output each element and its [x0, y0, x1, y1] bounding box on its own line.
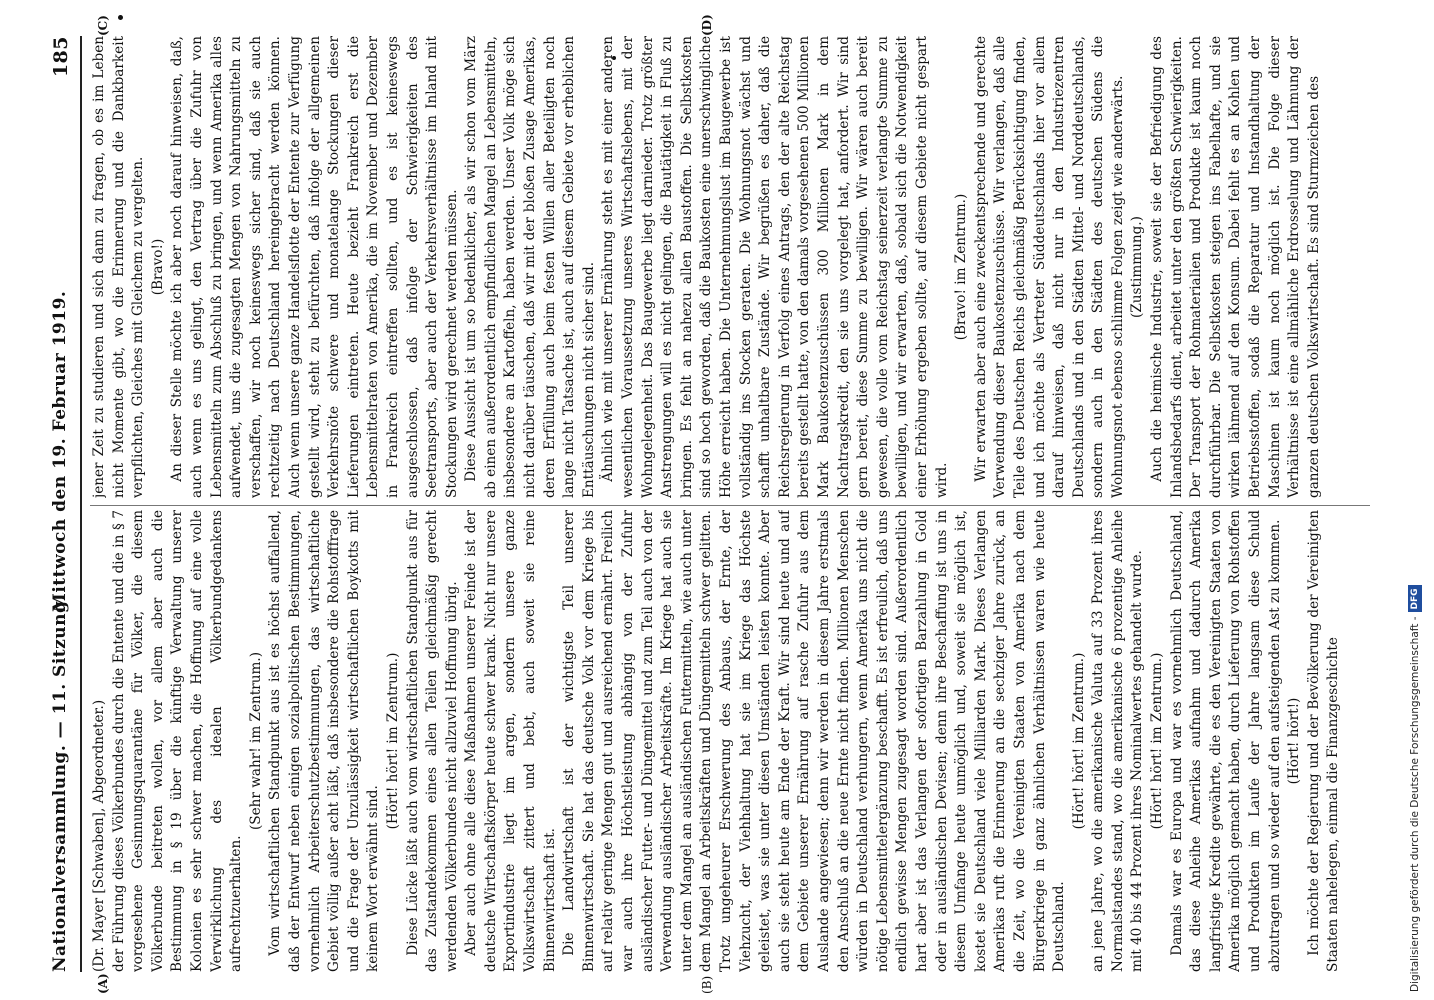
paragraph: Damals war es Europa und war es vornehmlich Deutschland, das diese Anleihe Amerikas aufnahm und dadurch Amerika langfristige Kredite gewährte, die es den Vereinigten Staaten von Amerika möglich gemacht haben, durch Lieferung von Rohstoffen und Produkten im Laufe der Jahre langsam diese Schuld abzutragen und so wieder auf den aufsteigenden Ast zu kommen. — [1168, 510, 1283, 972]
paragraph: Auch die heimische Industrie, soweit sie der Befriedigung des Inlandsbedarfs dient, arbeitet unter den größten Schwierigkeiten. Der Transport der Rohmaterialien und Produkte ist kaum noch durchführbar. Die Selbstkosten steigen ins Fabelhafte, und sie wirken lähmend auf den Konsum. Dabei fehlt es an Kohlen und Betriebsstoffen, sodaß die Reparatur und Instandhaltung der Maschinen ist kaum noch möglich ist. Die Folge dieser Verhältnisse ist eine allmähliche Erdrosselung und Lähmung der ganzen deutschen Volkswirtschaft. Es sind Sturmzeichen des — [1149, 36, 1322, 498]
paragraph: Wir erwarten aber auch eine zweckentsprechende und gerechte Verwendung dieser Baukostenzuschüsse. Wir verlangen, daß alle Teile des Deutschen Reichs gleichmäßig Berücksichtigung finden, und ich möchte als Vertreter Süddeutschlands hier vor allem darauf hinweisen, daß nicht nur in den Industriezentren Deutschlands und in den Städten Mittel- und Norddeutschlands, sondern auch in den Städten des deutschen Südens die Wohnungsnot ebenso schlimme Folgen zeigt wie anderwärts. — [972, 36, 1126, 498]
interjection: (Hört! hört! im Zentrum.) — [1070, 652, 1087, 830]
margin-mark-d: (D) — [700, 14, 714, 36]
paragraph: der Führung dieses Völkerbundes durch die Entente und die in § 7 vorgesehene Gesinnungsquarantäne für Völker, die diesem Völkerbunde beitreten wollen, vor allem aber auch die Bestimmung in § 19 über die künftige Verwaltung unserer Kolonien es sehr schwer machen, die Hoffnung auf eine volle Verwirklichung des idealen Völkerbundgedankens aufrechtzuerhalten. — [110, 510, 245, 972]
header-rule — [80, 36, 82, 972]
page-number: 185 — [50, 36, 72, 78]
margin-mark-b: (B) — [700, 975, 714, 994]
header-assembly-title: Nationalversammlung. — 11. Sitzung. — [50, 594, 70, 972]
paragraph: Diese Aussicht ist um so bedenklicher, als wir schon vom März ab einen außerordentlich empfindlichen Mangel an Lebensmitteln, insbesondere an Kartoffeln, haben werden. Unser Volk möge sich nicht darüber täuschen, daß wir mit der bloßen Zusage Amerikas, deren Erfüllung auch beim festen Willen aller Beteiligten noch lange nicht Tatsache ist, auch auf diesem Gebiete vor erheblichen Enttäuschungen nicht sicher sind. — [463, 36, 597, 498]
interjection: (Bravo!) — [149, 238, 166, 296]
speck-mark — [118, 15, 123, 20]
interjection: (Zustimmung.) — [1129, 216, 1146, 318]
left-column — [90, 510, 1370, 972]
running-head — [50, 36, 80, 972]
paragraph: Diese Lücke läßt auch vom wirtschaftlichen Standpunkt aus für das Zustandekommen eines allen Teilen gleichmäßig gerecht werdenden Völkerbundes nicht allzuviel Hoffnung übrig. — [404, 510, 460, 972]
paragraph: an jene Jahre, wo die amerikanische Valuta auf 33 Prozent ihres Normalstandes stand, wo die amerikanische 6 prozentige Anleihe mit 40 bis 44 Prozent ihres Nominalwertes gehandelt wurde. — [1090, 510, 1146, 972]
interjection: (Bravo! im Zentrum.) — [953, 193, 970, 341]
interjection: (Hört! hört! im Zentrum.) — [384, 652, 401, 830]
column-divider — [90, 505, 1370, 506]
interjection: (Hört! hört! im Zentrum.) — [1149, 652, 1166, 830]
paragraph: Die Landwirtschaft ist der wichtigste Teil unserer Binnenwirtschaft. Sie hat das deutsche Volk vor dem Kriege bis auf relativ geringe Mengen gut und ausreichend ernährt. Freilich war auch ihre Höchstleistung abhängig von der Zufuhr ausländischer Futter- und Düngemittel und zum Teil auch von der Verwendung ausländischer Arbeitskräfte. Im Kriege hat auch sie unter dem Mangel an ausländischen Futtermitteln, wie auch unter dem Mangel an Arbeitskräften und Düngemitteln schwer gelitten. Trotz ungeheurer Erschwerung des Anbaus, der Ernte, der Viehzucht, der Viehhaltung hat sie im Kriege das Höchste geleistet, was sie unter diesen Umständen leisten konnte. Aber auch sie steht heute am Ende der Kraft. Wir sind heute und auf dem Gebiete unserer Ernährung auf rasche Zufuhr aus dem Auslande angewiesen; denn wir werden in diesem Jahre erstmals den Anschluß an die neue Ernte nicht finden. Millionen Menschen würden in Deutschland verhungern, wenn Amerika uns nicht die nötige Lebensmittelergänzung beschafft. Es ist erfreulich, daß uns endlich gewisse Mengen zugesagt worden sind. Außerordentlich hart aber ist das Verlangen der sofortigen Barzahlung in Gold oder in ausländischen Devisen; denn ihre Beschaffung ist uns in diesem Umfange heute unmöglich und, soweit sie möglich ist, kostet sie Deutschland viele Milliarden Mark. Dieses Verlangen Amerikas ruft die Erinnerung an die sechziger Jahre zurück, an die Zeit, wo die Vereinigten Staaten von Amerika nach dem Bürgerkriege in ganz ähnlichen Verhältnissen waren wie heute Deutschland. — [561, 510, 1068, 972]
paragraph: Ähnlich wie mit unserer Ernährung steht es mit einer anderen wesentlichen Voraussetzung unseres Wirtschaftslebens, mit der Wohngelegenheit. Das Baugewerbe liegt darnieder. Trotz größter Anstrengungen will es nicht gelingen, die Bautätigkeit in Fluß zu bringen. Es fehlt an nahezu allen Baustoffen. Die Selbstkosten sind so hoch geworden, daß die Baukosten eine unerschwingliche Höhe erreicht haben. Die Unternehmungslust im Baugewerbe ist vollständig ins Stocken geraten. Die Wohnungsnot wächst und schafft unhaltbare Zustände. Wir begrüßen es daher, daß die Reichsregierung in Verfolg eines Antrags, den der alte Reichstag bereits gestellt hatte, von den damals vorgesehenen 500 Millionen Mark Baukostenzuschüssen 300 Millionen Mark in dem Nachtragskredit, den sie uns vorgelegt hat, anfordert. Wir sind gern bereit, diese Summe zu bewilligen. Wir wären auch bereit gewesen, die volle vom Reichstag seinerzeit verlangte Summe zu bewilligen, und wir erwarten, daß, sobald sich die Notwendigkeit einer Erhöhung ergeben sollte, auf diesem Gebiete nicht gespart wird. — [600, 36, 950, 498]
interjection: (Hört! hört!) — [1286, 697, 1303, 785]
right-column — [90, 36, 1370, 498]
digitization-credit — [1402, 6, 1428, 996]
margin-mark-c: (C) — [96, 15, 110, 36]
paragraph: Ich möchte der Regierung und der Bevölkerung der Vereinigten Staaten nahelegen, einmal die Finanzgeschichte — [1305, 510, 1342, 972]
paragraph: An dieser Stelle möchte ich aber noch darauf hinweisen, daß, auch wenn es uns gelingt, den Vertrag über die Zufuhr von Lebensmitteln zum Abschluß zu bringen, und wenn Amerika alles aufwendet, uns die zugesagten Mengen von Nahrungsmitteln zu verschaffen, wir noch keineswegs sicher sind, daß sie auch rechtzeitig nach Deutschland hereingebracht werden können. Auch wenn unsere ganze Handelsflotte der Entente zur Verfügung gestellt wird, steht zu befürchten, daß infolge der allgemeinen Verkehrsnöte schwere und monatelange Stockungen dieser Lieferungen eintreten. Heute bezieht Frankreich erst die Lebensmittelraten von Amerika, die im November und Dezember in Frankreich eintreffen sollten, und es ist keineswegs ausgeschlossen, daß infolge der Schwierigkeiten des Seetransports, aber auch der Verkehrsverhältnisse im Inland mit Stockungen wird gerechnet werden müssen. — [169, 36, 460, 498]
header-session-date: Mittwoch den 19. Februar 1919. — [50, 290, 70, 612]
paragraph: jener Zeit zu studieren und sich dann zu fragen, ob es im Leben nicht Momente gibt, wo die Erinnerung und die Dankbarkeit verpflichten, Gleiches mit Gleichem zu vergelten. — [91, 36, 147, 498]
dfg-logo: DFG — [1408, 585, 1422, 612]
interjection: (Sehr wahr! im Zentrum.) — [247, 651, 264, 831]
paragraph: Vom wirtschaftlichen Standpunkt aus ist es höchst auffallend, daß der Entwurf neben einigen sozialpolitischen Bestimmungen, vornehmlich Arbeiterschutzbestimmungen, das wirtschaftliche Gebiet völlig außer acht läßt, daß insbesondere die Rohstofffrage und die Frage der Unzulässigkeit wirtschaftlichen Boykotts mit keinem Wort erwähnt sind. — [267, 510, 382, 972]
margin-mark-a: (A) — [96, 973, 110, 994]
paragraph: Aber auch ohne alle diese Maßnahmen unserer Feinde ist der deutsche Wirtschaftskörper heute schwer krank. Nicht nur unsere Exportindustrie liegt im argen, sondern unsere ganze Volkswirtschaft zittert und bebt, auch soweit sie reine Binnenwirtschaft ist. — [463, 510, 558, 972]
credit-text: Digitalisierung gefördert durch die Deutsche Forschungsgemeinschaft - — [1409, 616, 1421, 992]
speaker-line: (Dr. Mayer [Schwaben], Abgeordneter.) — [91, 699, 107, 972]
